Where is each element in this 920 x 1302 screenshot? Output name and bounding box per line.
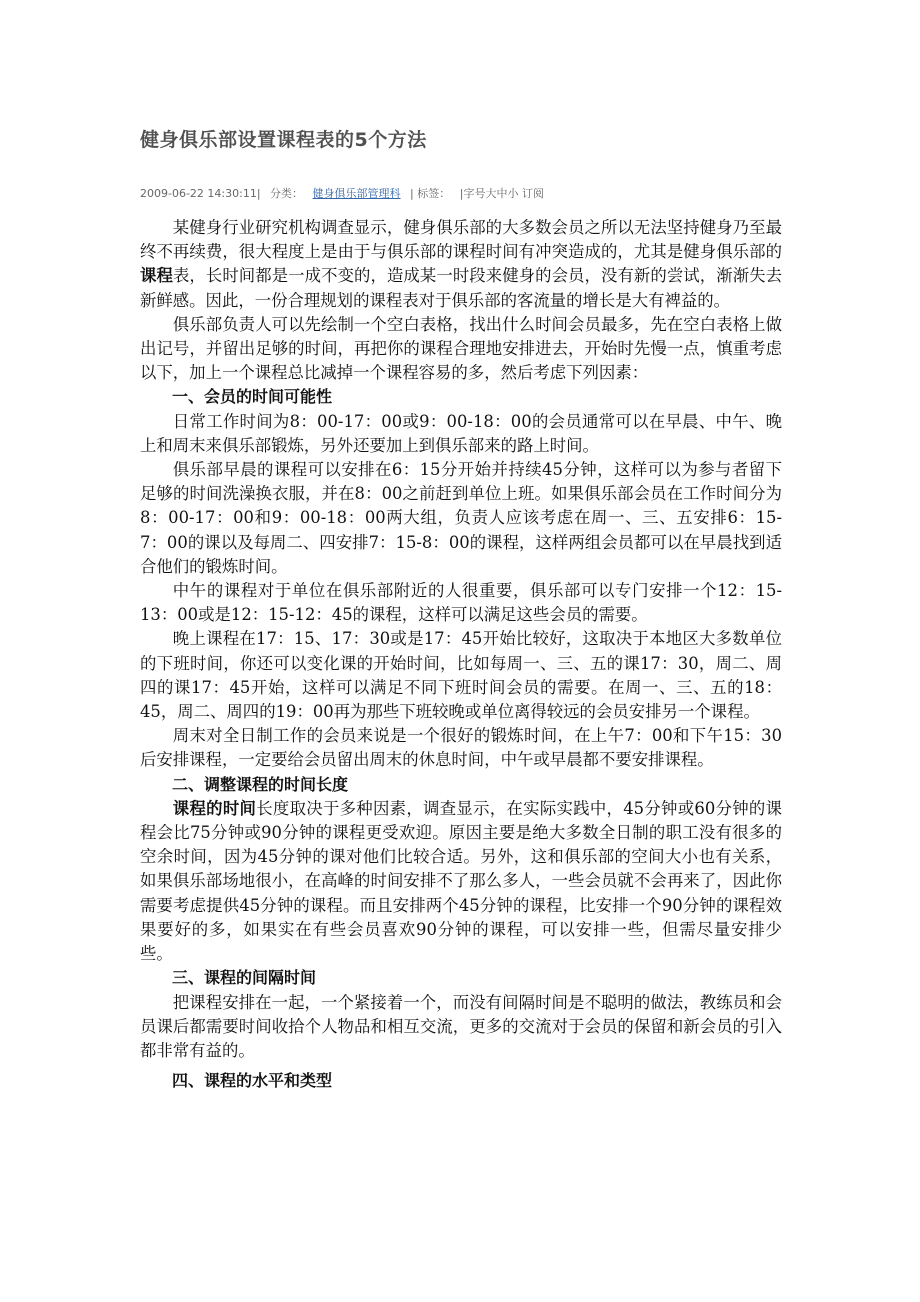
paragraph: 把课程安排在一起，一个紧接着一个，而没有间隔时间是不聪明的做法，教练员和会员课后都需要时间收拾个人物品和相互交流，更多的交流对于会员的保留和新会员的引入都非常有益的。 <box>140 992 782 1060</box>
paragraph: 日常工作时间为8：00-17：00或9：00-18：00的会员通常可以在早晨、中午、晚上和周末来俱乐部锻炼，另外还要加上到俱乐部来的路上时间。 <box>140 411 782 455</box>
section-heading-1: 一、会员的时间可能性 <box>172 387 333 407</box>
category-link[interactable]: 健身俱乐部管理科 <box>312 187 401 200</box>
post-datetime: 2009-06-22 14:30:11| <box>140 187 261 200</box>
paragraph-intro: 某健身行业研究机构调查显示，健身俱乐部的大多数会员之所以无法坚持健身乃至最终不再续费，很大程度上是由于与俱乐部的课程时间有冲突造成的，尤其是健身俱乐部的课程表，长时间都是一成不变的，造成某一时段来健身的会员，没有新的尝试，渐渐失去新鲜感。因此，一份合理规划的课程表对于俱乐部的客流量的增长是大有裨益的。 <box>140 218 783 310</box>
subscribe-link[interactable]: 订阅 <box>521 187 544 200</box>
article-title: 健身俱乐部设置课程表的5个方法 <box>140 129 427 151</box>
paragraph: 中午的课程对于单位在俱乐部附近的人很重要，俱乐部可以专门安排一个12：15-13：00或是12：15-12：45的课程，这样可以满足这些会员的需要。 <box>140 581 782 625</box>
paragraph: 俱乐部负责人可以先绘制一个空白表格，找出什么时间会员最多，先在空白表格上做出记号，并留出足够的时间，再把你的课程合理地安排进去，开始时先慢一点，慎重考虑以下，加上一个课程总比减掉一个课程容易的多，然后考虑下列因素： <box>140 314 782 383</box>
paragraph: 俱乐部早晨的课程可以安排在6：15分开始并持续45分钟，这样可以为参与者留下足够的时间洗澡换衣服，并在8：00之前赶到单位上班。如果俱乐部会员在工作时间分为8：00-17：00和9：00-18：00两大组，负责人应该考虑在周一、三、五安排6：15-7：00的课以及每周二、四安排7：15-8：00的课程，这样两组会员都可以在早晨找到适合他们的锻炼时间。 <box>140 460 782 576</box>
tags-label: | 标签： <box>410 187 451 200</box>
section-heading-2: 二、调整课程的时间长度 <box>172 774 349 794</box>
article-body <box>140 216 782 1095</box>
paragraph: 晚上课程在17：15、17：30或是17：45开始比较好，这取决于本地区大多数单位的下班时间，你还可以变化课的开始时间，比如每周一、三、五的课17：30，周二、周四的课17：45开始，这样可以满足不同下班时间会员的需要。在周一、三、五的18：45，周二、周四的19：00再为那些下班较晚或单位离得较远的会员安排另一个课程。 <box>140 629 782 722</box>
section-heading-3: 三、课程的间隔时间 <box>172 968 317 988</box>
font-size-control[interactable]: |字号大中小 <box>459 187 519 200</box>
paragraph: 课程的时间长度取决于多种因素，调查显示，在实际实践中，45分钟或60分钟的课程会比75分钟或90分钟的课程更受欢迎。原因主要是绝大多数全日制的职工没有很多的空余时间，因为45分钟的课对他们比较合适。另外，这和俱乐部的空间大小也有关系，如果俱乐部场地很小，在高峰的时间安排不了那么多人，一些会员就不会再来了，因此你需要考虑提供45分钟的课程。而且安排两个45分钟的课程，比安排一个90分钟的课程效果要好的多，如果实在有些会员喜欢90分钟的课程，可以安排一些，但需尽量安排少些。 <box>140 798 783 964</box>
paragraph: 周末对全日制工作的会员来说是一个很好的锻炼时间，在上午7：00和下午15：30后安排课程，一定要给会员留出周末的休息时间，中午或早晨都不要安排课程。 <box>140 726 782 770</box>
category-label: 分类： <box>270 187 304 200</box>
article-meta <box>140 185 544 201</box>
section-heading-4: 四、课程的水平和类型 <box>172 1071 333 1091</box>
